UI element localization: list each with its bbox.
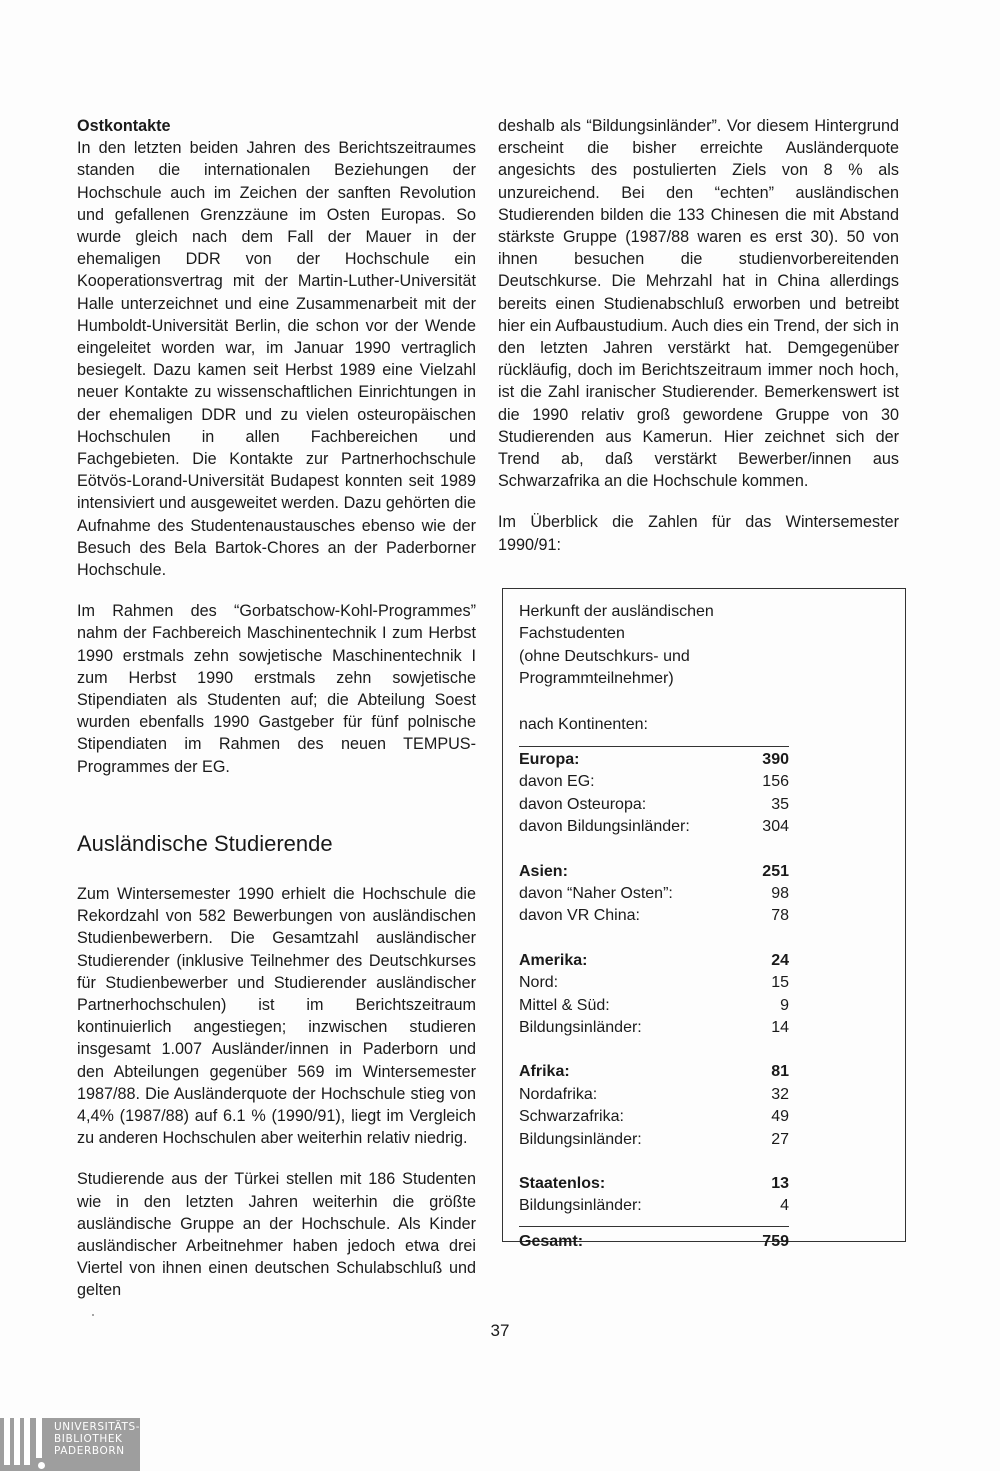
table-row-label: davon Bildungsinländer: bbox=[519, 818, 690, 836]
table-row-label: Mittel & Süd: bbox=[519, 996, 610, 1014]
table-row-label: davon “Naher Osten”: bbox=[519, 884, 673, 902]
paragraph-ueberblick: Im Überblick die Zahlen für das Wintersemester 1990/91: bbox=[498, 513, 899, 554]
table-row-label: Europa: bbox=[519, 751, 580, 769]
table-row bbox=[519, 1017, 789, 1039]
table-row bbox=[519, 771, 789, 793]
table-row-value: 35 bbox=[771, 795, 789, 813]
stray-dot bbox=[92, 1314, 94, 1316]
statistics-table-box bbox=[502, 588, 906, 1250]
library-logo bbox=[0, 1418, 140, 1471]
table-divider-bottom bbox=[519, 1226, 789, 1227]
section-title-auslaendische-studierende: Ausländische Studierende bbox=[77, 830, 333, 856]
table-row bbox=[519, 995, 789, 1017]
table-row-label: Bildungsinländer: bbox=[519, 1197, 642, 1215]
paragraph-wintersemester: Zum Wintersemester 1990 erhielt die Hochschule die Rekordzahl von 582 Bewerbungen von ausländischen Studienbewerbern. Die Gesamtzahl ausländischer Studierender (inklusive Teilnehmer des Deutschkurses für Studienbewerber und Studierender ausländischer Partnerhochschulen) ist im Berichtszeitraum kontinuierlich angestiegen; inzwischen studieren insgesamt 1.007 Ausländer/innen in Paderborn und den Abteilungen gegenüber 569 im Wintersemester 1987/88. Die Ausländerquote der Hochschule stieg von 4,4% (1987/88) auf 6.1 % (1990/91), liegt im Vergleich zu anderen Hochschulen aber weiterhin relativ niedrig. bbox=[77, 884, 476, 1148]
table-row-value: 156 bbox=[762, 773, 789, 791]
table-row-value: 78 bbox=[771, 907, 789, 925]
table-row-label: Amerika: bbox=[519, 951, 588, 969]
logo-line3: PADERBORN bbox=[54, 1445, 125, 1457]
table-row-label: Staatenlos: bbox=[519, 1174, 606, 1192]
table-row-value: 27 bbox=[771, 1130, 789, 1148]
table-groups bbox=[519, 749, 789, 1218]
table-row-value: 14 bbox=[771, 1018, 789, 1036]
paragraph-tuerkei: Studierende aus der Türkei stellen mit 186 Studenten wie in den letzten Jahren weiterhin die größte ausländische Gruppe an der Hochschule. Als Kinder ausländischer Arbeitnehmer haben jedoch etwa drei Viertel von ihnen einen deutschen Schulabschluß und gelten bbox=[77, 1170, 476, 1300]
table-group-header-row bbox=[519, 861, 789, 883]
table-row bbox=[519, 816, 789, 838]
table-row bbox=[519, 1084, 789, 1106]
table-row-value: 32 bbox=[771, 1085, 789, 1103]
table-group bbox=[519, 1061, 789, 1151]
logo-bar bbox=[36, 1418, 42, 1458]
table-row-label: davon Osteuropa: bbox=[519, 795, 647, 813]
table-row-value: 49 bbox=[771, 1108, 789, 1126]
right-column bbox=[498, 115, 899, 556]
table-group-header-row bbox=[519, 1061, 789, 1083]
logo-bar bbox=[4, 1418, 10, 1465]
paragraph-ostkontakte: In den letzten beiden Jahren des Berichtszeitraumes standen die internationalen Beziehungen der Hochschule auch im Zeichen der sanften Revolution und gefallenen Grenzzäune im Osten Europas. So wurde gleich nach dem Fall der Mauer in der ehemaligen DDR von der Hochschule ein Kooperationsvertrag mit der Martin-Luther-Universität Halle unterzeichnet und eine Zusammenarbeit mit der Humboldt-Universität Berlin, die schon vor der Wende eingeleitet worden war, im Januar 1990 vertraglich besiegelt. Dazu kamen seit Herbst 1989 eine Vielzahl neuer Kontakte zu wissenschaftlichen Einrichtungen in der ehemaligen DDR und zu vielen osteuropäischen Hochschulen in allen Fachbereichen und Fachgebieten. Die Kontakte zur Partnerhochschule Eötvös-Lorand-Universität Budapest konnten seit 1989 intensiviert und ausgeweitet werden. Dazu gehörten die Aufnahme des Studentenaustausches ebenso wie der Besuch des Bela Bartok-Chores an der Paderborner Hochschule. bbox=[77, 139, 476, 580]
table-row-label: Afrika: bbox=[519, 1063, 570, 1081]
table-row bbox=[519, 794, 789, 816]
table-group bbox=[519, 950, 789, 1040]
table-row-label: Bildungsinländer: bbox=[519, 1018, 642, 1036]
table-group bbox=[519, 749, 789, 839]
table-row-label: davon EG: bbox=[519, 773, 595, 791]
table-row-label: Bildungsinländer: bbox=[519, 1130, 642, 1148]
table-row-label: Nord: bbox=[519, 974, 559, 992]
page-number: 37 bbox=[490, 1321, 510, 1340]
table-total-row bbox=[519, 1231, 789, 1253]
table-total-label: Gesamt: bbox=[519, 1232, 584, 1250]
paragraph-gorbatschow: Im Rahmen des “Gorbatschow-Kohl-Programmes” nahm der Fachbereich Maschinentechnik I zum Herbst 1990 erstmals zehn sowjetische Maschinentechnik I zum Herbst 1990 erstmals zehn sowjetische Stipendiaten als Studenten auf; die Abteilung Soest wurden ebenfalls 1990 Gastgeber für fünf polnische Stipendiaten im Rahmen des neuen TEMPUS-Programmes der EG. bbox=[77, 602, 476, 776]
table-row bbox=[519, 883, 789, 905]
table-row-label: Asien: bbox=[519, 862, 568, 880]
table-row bbox=[519, 1129, 789, 1151]
table-subtitle: nach Kontinenten: bbox=[519, 715, 648, 733]
table-group-header-row bbox=[519, 950, 789, 972]
table-row bbox=[519, 1195, 789, 1217]
table-row bbox=[519, 972, 789, 994]
table-group bbox=[519, 861, 789, 928]
table-row-value: 13 bbox=[771, 1174, 789, 1192]
table-row bbox=[519, 1106, 789, 1128]
table-row-value: 81 bbox=[771, 1063, 789, 1081]
left-column bbox=[77, 115, 476, 1302]
table-group-header-row bbox=[519, 1173, 789, 1195]
logo-line1: UNIVERSITÄTS- bbox=[54, 1421, 141, 1433]
logo-text bbox=[54, 1421, 140, 1457]
logo-bar bbox=[24, 1418, 30, 1465]
table-group bbox=[519, 1173, 789, 1218]
logo-line2: BIBLIOTHEK bbox=[54, 1433, 123, 1445]
table-title-line2: (ohne Deutschkurs- und Programmteilnehmer) bbox=[519, 647, 690, 688]
table-title-line1: Herkunft der ausländischen Fachstudenten bbox=[519, 603, 714, 643]
table-group-header-row bbox=[519, 749, 789, 771]
paragraph-bildungsinlaender: deshalb als “Bildungsinländer”. Vor diesem Hintergrund erscheint die bisher erreichte Ausländerquote angesichts des postulierten Ziels von 8 % als unzureichend. Bei den “echten” ausländischen Studierenden bilden die 133 Chinesen die mit Abstand stärkste Gruppe (1987/88 waren es erst 30). 50 von ihnen besuchen die studienvorbereitenden Deutschkurse. Die Mehrzahl hat in China allerdings bereits einen Studienabschluß erworben und betreibt hier ein Aufbaustudium. Auch dies ein Trend, der sich in den letzten Jahren verstärkt hat. Demgegenüber rückläufig, doch im Berichtszeitraum immer noch hoch, ist die Zahl iranischer Studierender. Bemerkenswert ist die 1990 relativ groß gewordene Gruppe von 30 Studierenden aus Kamerun. Hier zeichnet sich der Trend ab, daß verstärkt Bewerber/innen aus Schwarzafrika an die Hochschule kommen. bbox=[498, 117, 899, 491]
table-row-value: 251 bbox=[762, 862, 789, 880]
logo-bar bbox=[14, 1418, 20, 1465]
table-divider-top bbox=[519, 746, 789, 747]
table-row-label: Schwarzafrika: bbox=[519, 1108, 624, 1126]
logo-dot bbox=[38, 1462, 45, 1469]
table-row bbox=[519, 905, 789, 927]
table-total-value: 759 bbox=[762, 1232, 789, 1250]
table-row-value: 15 bbox=[771, 974, 789, 992]
table-row-value: 9 bbox=[780, 996, 789, 1014]
table-row-value: 4 bbox=[780, 1197, 789, 1215]
section-heading-ostkontakte: Ostkontakte bbox=[77, 117, 171, 135]
table-row-value: 98 bbox=[771, 884, 789, 902]
table-row-label: davon VR China: bbox=[519, 907, 640, 925]
table-row-label: Nordafrika: bbox=[519, 1085, 598, 1103]
table-row-value: 304 bbox=[762, 818, 789, 836]
table-row-value: 24 bbox=[771, 951, 789, 969]
table-row-value: 390 bbox=[762, 751, 789, 769]
